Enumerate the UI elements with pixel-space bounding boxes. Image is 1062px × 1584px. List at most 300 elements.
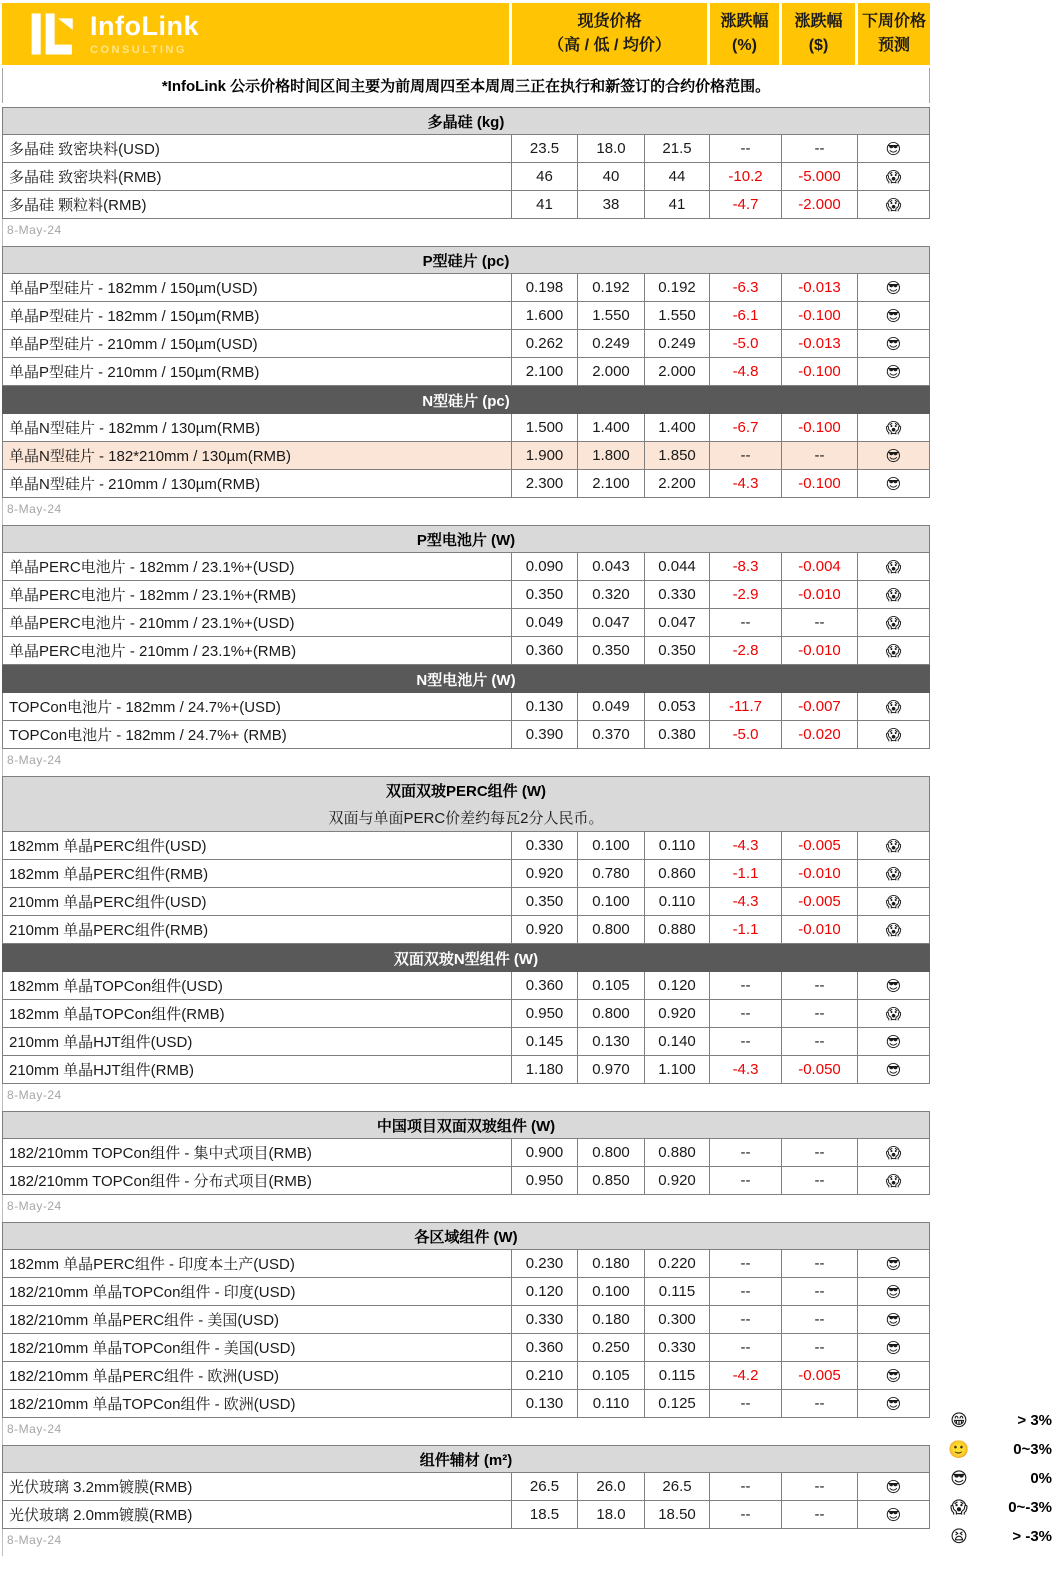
price-high: 0.145 xyxy=(512,1028,578,1055)
change-percent: -- xyxy=(710,1501,782,1528)
change-percent: -- xyxy=(710,1028,782,1055)
change-percent: -- xyxy=(710,1473,782,1500)
table-row xyxy=(2,1306,930,1334)
price-avg: 0.047 xyxy=(645,609,710,636)
price-avg: 1.550 xyxy=(645,302,710,329)
scream-emoji-icon: 😱 xyxy=(885,642,902,660)
section-title: 双面双玻N型组件 (W) xyxy=(393,950,539,968)
price-avg: 2.200 xyxy=(645,470,710,497)
price-high: 0.120 xyxy=(512,1278,578,1305)
spot-price-header-line1: 现货价格 xyxy=(577,13,642,30)
table-row xyxy=(2,609,930,637)
legend-label: > 3% xyxy=(1017,1412,1052,1429)
price-avg: 0.115 xyxy=(645,1362,710,1389)
product-name: 单晶P型硅片 - 210mm / 150µm(RMB) xyxy=(3,358,512,385)
scream-emoji-icon: 😱 xyxy=(885,893,902,911)
change-usd-header-line2: ($) xyxy=(808,37,829,54)
product-name: 多晶硅 致密块料(RMB) xyxy=(3,163,512,190)
section-date: 8-May-24 xyxy=(2,219,930,246)
product-name: 光伏玻璃 3.2mm镀膜(RMB) xyxy=(3,1473,512,1500)
price-low: 0.043 xyxy=(578,553,645,580)
product-name: 210mm 单晶HJT组件(RMB) xyxy=(3,1056,512,1083)
table-row xyxy=(2,135,930,163)
spot-price-header xyxy=(512,3,710,65)
cool-emoji-icon: 😎 xyxy=(885,307,902,325)
scream-emoji-icon: 😱 xyxy=(885,1144,902,1162)
price-high: 0.950 xyxy=(512,1167,578,1194)
product-name: 182/210mm 单晶PERC组件 - 欧洲(USD) xyxy=(3,1362,512,1389)
scream-emoji-icon: 😱 xyxy=(885,168,902,186)
price-sheet xyxy=(2,3,930,1556)
price-avg: 0.880 xyxy=(645,916,710,943)
change-usd: -0.013 xyxy=(782,330,858,357)
cool-emoji-icon: 😎 xyxy=(885,1339,902,1357)
price-low: 0.180 xyxy=(578,1250,645,1277)
table-row xyxy=(2,1167,930,1195)
scream-emoji-icon: 😱 xyxy=(885,558,902,576)
infolink-logo-icon xyxy=(30,11,76,57)
price-high: 0.130 xyxy=(512,693,578,720)
section-title: P型硅片 (pc) xyxy=(422,252,510,270)
price-high: 0.350 xyxy=(512,581,578,608)
product-name: 单晶P型硅片 - 182mm / 150µm(USD) xyxy=(3,274,512,301)
forecast-header-line2: 预测 xyxy=(877,37,910,54)
legend-label: > -3% xyxy=(1012,1528,1052,1545)
scream-emoji-icon: 😱 xyxy=(885,1172,902,1190)
price-high: 0.390 xyxy=(512,721,578,748)
cool-emoji-icon: 😎 xyxy=(885,1033,902,1051)
section-header xyxy=(2,525,930,553)
price-avg: 0.053 xyxy=(645,693,710,720)
change-usd: -0.005 xyxy=(782,832,858,859)
price-avg: 0.380 xyxy=(645,721,710,748)
price-avg: 0.125 xyxy=(645,1390,710,1417)
change-usd: -- xyxy=(782,1139,858,1166)
change-usd: -- xyxy=(782,1000,858,1027)
table-row xyxy=(2,358,930,386)
table-row xyxy=(2,1362,930,1390)
price-avg: 0.330 xyxy=(645,581,710,608)
price-avg: 18.50 xyxy=(645,1501,710,1528)
product-name: 单晶N型硅片 - 182*210mm / 130µm(RMB) xyxy=(3,442,512,469)
table-row xyxy=(2,916,930,944)
price-low: 0.800 xyxy=(578,1000,645,1027)
legend-item xyxy=(936,1522,1060,1551)
price-low: 0.049 xyxy=(578,693,645,720)
cool-emoji-icon: 😎 xyxy=(885,363,902,381)
product-name: 单晶N型硅片 - 182mm / 130µm(RMB) xyxy=(3,414,512,441)
weary-emoji-icon: 😫 xyxy=(950,1526,968,1546)
legend-item xyxy=(936,1493,1060,1522)
price-high: 2.300 xyxy=(512,470,578,497)
change-percent: -11.7 xyxy=(710,693,782,720)
price-low: 0.320 xyxy=(578,581,645,608)
grin-emoji-icon: 😁 xyxy=(950,1410,968,1430)
price-avg: 0.249 xyxy=(645,330,710,357)
price-high: 0.920 xyxy=(512,860,578,887)
change-percent: -- xyxy=(710,1250,782,1277)
product-name: 210mm 单晶HJT组件(USD) xyxy=(3,1028,512,1055)
table-row xyxy=(2,721,930,749)
product-name: 单晶PERC电池片 - 210mm / 23.1%+(RMB) xyxy=(3,637,512,664)
change-percent: -- xyxy=(710,1306,782,1333)
change-percent: -- xyxy=(710,972,782,999)
change-usd: -0.005 xyxy=(782,1362,858,1389)
price-avg: 0.860 xyxy=(645,860,710,887)
change-percent: -4.3 xyxy=(710,1056,782,1083)
price-high: 46 xyxy=(512,163,578,190)
table-row xyxy=(2,470,930,498)
price-avg: 0.044 xyxy=(645,553,710,580)
change-percent: -- xyxy=(710,135,782,162)
price-high: 1.600 xyxy=(512,302,578,329)
change-usd: -- xyxy=(782,609,858,636)
change-percent: -- xyxy=(710,1139,782,1166)
change-usd: -- xyxy=(782,442,858,469)
section-title: P型电池片 (W) xyxy=(416,531,516,549)
legend-item xyxy=(936,1464,1060,1493)
scream-emoji-icon: 😱 xyxy=(885,726,902,744)
price-high: 0.360 xyxy=(512,1334,578,1361)
change-usd: -2.000 xyxy=(782,191,858,218)
change-usd: -- xyxy=(782,1250,858,1277)
price-avg: 1.850 xyxy=(645,442,710,469)
change-usd: -- xyxy=(782,1278,858,1305)
price-high: 0.900 xyxy=(512,1139,578,1166)
table-row xyxy=(2,1139,930,1167)
cool-emoji-icon: 😎 xyxy=(885,1311,902,1329)
price-high: 0.210 xyxy=(512,1362,578,1389)
price-low: 2.100 xyxy=(578,470,645,497)
table-row xyxy=(2,1278,930,1306)
price-avg: 0.110 xyxy=(645,832,710,859)
change-percent: -- xyxy=(710,1334,782,1361)
change-percent: -4.3 xyxy=(710,470,782,497)
price-low: 18.0 xyxy=(578,135,645,162)
change-percent: -4.8 xyxy=(710,358,782,385)
price-low: 0.110 xyxy=(578,1390,645,1417)
table-row xyxy=(2,888,930,916)
table-row xyxy=(2,274,930,302)
price-low: 0.180 xyxy=(578,1306,645,1333)
scream-emoji-icon: 😱 xyxy=(885,865,902,883)
forecast-header-line1: 下周价格 xyxy=(861,13,926,30)
change-percent: -4.3 xyxy=(710,888,782,915)
table-row xyxy=(2,1473,930,1501)
price-low: 0.800 xyxy=(578,1139,645,1166)
section-header xyxy=(2,1222,930,1250)
change-usd: -0.005 xyxy=(782,888,858,915)
product-name: 182/210mm 单晶TOPCon组件 - 印度(USD) xyxy=(3,1278,512,1305)
product-name: 单晶P型硅片 - 182mm / 150µm(RMB) xyxy=(3,302,512,329)
product-name: 单晶P型硅片 - 210mm / 150µm(USD) xyxy=(3,330,512,357)
change-usd: -- xyxy=(782,1028,858,1055)
price-avg: 0.220 xyxy=(645,1250,710,1277)
price-low: 2.000 xyxy=(578,358,645,385)
price-avg: 1.100 xyxy=(645,1056,710,1083)
price-high: 0.330 xyxy=(512,1306,578,1333)
table-row xyxy=(2,637,930,665)
scream-emoji-icon: 😱 xyxy=(885,837,902,855)
change-usd: -0.010 xyxy=(782,916,858,943)
product-name: 单晶PERC电池片 - 182mm / 23.1%+(RMB) xyxy=(3,581,512,608)
change-percent: -10.2 xyxy=(710,163,782,190)
change-usd: -- xyxy=(782,1334,858,1361)
smile-emoji-icon: 🙂 xyxy=(948,1439,970,1459)
cool-emoji-icon: 😎 xyxy=(950,1468,968,1488)
product-name: 单晶PERC电池片 - 182mm / 23.1%+(USD) xyxy=(3,553,512,580)
brand-name: InfoLink xyxy=(90,11,199,42)
product-name: 182mm 单晶PERC组件(USD) xyxy=(3,832,512,859)
price-high: 0.130 xyxy=(512,1390,578,1417)
price-high: 0.262 xyxy=(512,330,578,357)
change-usd: -0.004 xyxy=(782,553,858,580)
table-row xyxy=(2,330,930,358)
price-low: 0.192 xyxy=(578,274,645,301)
cool-emoji-icon: 😎 xyxy=(885,977,902,995)
change-usd: -0.010 xyxy=(782,860,858,887)
change-percent: -- xyxy=(710,609,782,636)
sections-container xyxy=(2,107,930,1556)
cool-emoji-icon: 😎 xyxy=(885,140,902,158)
price-high: 18.5 xyxy=(512,1501,578,1528)
product-name: 182/210mm 单晶TOPCon组件 - 美国(USD) xyxy=(3,1334,512,1361)
forecast-legend xyxy=(936,1406,1060,1551)
change-percent: -2.8 xyxy=(710,637,782,664)
change-percent: -5.0 xyxy=(710,721,782,748)
cool-emoji-icon: 😎 xyxy=(885,1367,902,1385)
price-low: 38 xyxy=(578,191,645,218)
change-percent-header-line1: 涨跌幅 xyxy=(720,13,769,30)
change-usd: -0.100 xyxy=(782,358,858,385)
change-usd-header-line1: 涨跌幅 xyxy=(794,13,843,30)
change-usd: -- xyxy=(782,1306,858,1333)
price-low: 0.100 xyxy=(578,832,645,859)
table-row xyxy=(2,1390,930,1418)
table-row xyxy=(2,1000,930,1028)
table-row xyxy=(2,191,930,219)
change-percent: -- xyxy=(710,1000,782,1027)
price-avg: 0.115 xyxy=(645,1278,710,1305)
change-usd-header xyxy=(782,3,858,65)
cool-emoji-icon: 😎 xyxy=(885,1395,902,1413)
product-name: 182mm 单晶PERC组件(RMB) xyxy=(3,860,512,887)
cool-emoji-icon: 😎 xyxy=(885,1255,902,1273)
price-avg: 0.120 xyxy=(645,972,710,999)
price-high: 0.360 xyxy=(512,637,578,664)
price-low: 1.550 xyxy=(578,302,645,329)
scream-emoji-icon: 😱 xyxy=(885,698,902,716)
section-header xyxy=(2,944,930,972)
change-percent: -4.7 xyxy=(710,191,782,218)
price-avg: 2.000 xyxy=(645,358,710,385)
product-name: 210mm 单晶PERC组件(USD) xyxy=(3,888,512,915)
change-percent: -4.3 xyxy=(710,832,782,859)
price-low: 18.0 xyxy=(578,1501,645,1528)
table-row xyxy=(2,1501,930,1529)
legend-item xyxy=(936,1406,1060,1435)
change-percent: -6.1 xyxy=(710,302,782,329)
scream-emoji-icon: 😱 xyxy=(950,1497,968,1517)
table-row xyxy=(2,860,930,888)
section-title: N型电池片 (W) xyxy=(416,671,516,689)
section-title: 中国项目双面双玻组件 (W) xyxy=(376,1117,556,1135)
table-row xyxy=(2,972,930,1000)
price-avg: 0.330 xyxy=(645,1334,710,1361)
table-row xyxy=(2,442,930,470)
section-subtitle: 双面与单面PERC价差约每瓦2分人民币。 xyxy=(328,809,604,827)
price-high: 0.350 xyxy=(512,888,578,915)
legend-label: 0% xyxy=(1030,1470,1052,1487)
change-usd: -0.100 xyxy=(782,470,858,497)
price-low: 26.0 xyxy=(578,1473,645,1500)
price-avg: 44 xyxy=(645,163,710,190)
product-name: 182/210mm TOPCon组件 - 集中式项目(RMB) xyxy=(3,1139,512,1166)
price-high: 0.330 xyxy=(512,832,578,859)
product-name: 182/210mm 单晶TOPCon组件 - 欧洲(USD) xyxy=(3,1390,512,1417)
price-low: 0.370 xyxy=(578,721,645,748)
change-usd: -0.010 xyxy=(782,581,858,608)
change-usd: -- xyxy=(782,1501,858,1528)
cool-emoji-icon: 😎 xyxy=(885,1478,902,1496)
product-name: 多晶硅 致密块料(USD) xyxy=(3,135,512,162)
legend-item xyxy=(936,1435,1060,1464)
change-usd: -- xyxy=(782,135,858,162)
change-usd: -0.010 xyxy=(782,637,858,664)
price-high: 1.900 xyxy=(512,442,578,469)
section-date: 8-May-24 xyxy=(2,498,930,525)
price-high: 0.360 xyxy=(512,972,578,999)
product-name: 多晶硅 颗粒料(RMB) xyxy=(3,191,512,218)
product-name: TOPCon电池片 - 182mm / 24.7%+(USD) xyxy=(3,693,512,720)
product-name: 光伏玻璃 2.0mm镀膜(RMB) xyxy=(3,1501,512,1528)
change-percent: -2.9 xyxy=(710,581,782,608)
section-header xyxy=(2,386,930,414)
price-avg: 0.880 xyxy=(645,1139,710,1166)
product-name: 单晶N型硅片 - 210mm / 130µm(RMB) xyxy=(3,470,512,497)
price-high: 0.090 xyxy=(512,553,578,580)
change-percent: -6.7 xyxy=(710,414,782,441)
price-low: 0.130 xyxy=(578,1028,645,1055)
cool-emoji-icon: 😎 xyxy=(885,475,902,493)
change-usd: -- xyxy=(782,972,858,999)
cool-emoji-icon: 😎 xyxy=(885,1506,902,1524)
cool-emoji-icon: 😎 xyxy=(885,279,902,297)
price-high: 1.180 xyxy=(512,1056,578,1083)
price-avg: 26.5 xyxy=(645,1473,710,1500)
price-low: 1.800 xyxy=(578,442,645,469)
price-low: 0.350 xyxy=(578,637,645,664)
section-date: 8-May-24 xyxy=(2,1418,930,1445)
section-header xyxy=(2,1111,930,1139)
price-avg: 0.110 xyxy=(645,888,710,915)
price-low: 0.780 xyxy=(578,860,645,887)
table-row xyxy=(2,163,930,191)
scream-emoji-icon: 😱 xyxy=(885,1005,902,1023)
scream-emoji-icon: 😱 xyxy=(885,921,902,939)
scream-emoji-icon: 😱 xyxy=(885,614,902,632)
change-usd: -5.000 xyxy=(782,163,858,190)
cool-emoji-icon: 😎 xyxy=(885,1283,902,1301)
cool-emoji-icon: 😎 xyxy=(885,1061,902,1079)
price-high: 1.500 xyxy=(512,414,578,441)
change-percent-header-line2: (%) xyxy=(732,37,757,54)
table-row xyxy=(2,693,930,721)
spot-price-header-line2: （高 / 低 / 均价） xyxy=(548,37,671,54)
price-low: 0.850 xyxy=(578,1167,645,1194)
change-percent: -6.3 xyxy=(710,274,782,301)
section-header xyxy=(2,107,930,135)
section-date: 8-May-24 xyxy=(2,749,930,776)
product-name: 182mm 单晶PERC组件 - 印度本土产(USD) xyxy=(3,1250,512,1277)
price-high: 0.920 xyxy=(512,916,578,943)
price-avg: 0.140 xyxy=(645,1028,710,1055)
scream-emoji-icon: 😱 xyxy=(885,586,902,604)
change-percent: -4.2 xyxy=(710,1362,782,1389)
section-title: 组件辅材 (m²) xyxy=(419,1451,513,1469)
brand-subtitle: CONSULTING xyxy=(90,43,187,56)
price-low: 0.249 xyxy=(578,330,645,357)
table-row xyxy=(2,302,930,330)
section-header xyxy=(2,776,930,832)
price-avg: 0.192 xyxy=(645,274,710,301)
change-usd: -0.050 xyxy=(782,1056,858,1083)
price-low: 0.100 xyxy=(578,888,645,915)
price-low: 0.800 xyxy=(578,916,645,943)
price-avg: 21.5 xyxy=(645,135,710,162)
section-title: 双面双玻PERC组件 (W) xyxy=(386,782,546,800)
section-header xyxy=(2,246,930,274)
change-percent: -1.1 xyxy=(710,860,782,887)
price-avg: 0.920 xyxy=(645,1167,710,1194)
price-note: *InfoLink 公示价格时间区间主要为前周周四至本周周三正在执行和新签订的合约价格范围。 xyxy=(2,68,930,103)
price-high: 0.950 xyxy=(512,1000,578,1027)
change-usd: -- xyxy=(782,1167,858,1194)
change-usd: -0.100 xyxy=(782,302,858,329)
change-usd: -0.013 xyxy=(782,274,858,301)
change-percent-header xyxy=(710,3,782,65)
section-header xyxy=(2,1445,930,1473)
price-high: 41 xyxy=(512,191,578,218)
section-title: 各区域组件 (W) xyxy=(414,1228,518,1246)
legend-label: 0~-3% xyxy=(1008,1499,1052,1516)
section-date: 8-May-24 xyxy=(2,1529,930,1556)
price-low: 0.105 xyxy=(578,1362,645,1389)
section-title: 多晶硅 (kg) xyxy=(427,113,505,131)
change-usd: -- xyxy=(782,1390,858,1417)
product-name: 210mm 单晶PERC组件(RMB) xyxy=(3,916,512,943)
legend-label: 0~3% xyxy=(1013,1441,1052,1458)
change-percent: -8.3 xyxy=(710,553,782,580)
table-row xyxy=(2,581,930,609)
section-header xyxy=(2,665,930,693)
table-header xyxy=(2,3,930,65)
section-date: 8-May-24 xyxy=(2,1195,930,1222)
table-row xyxy=(2,832,930,860)
price-low: 0.105 xyxy=(578,972,645,999)
cool-emoji-icon: 😎 xyxy=(885,447,902,465)
product-name: 182/210mm 单晶PERC组件 - 美国(USD) xyxy=(3,1306,512,1333)
section-title: N型硅片 (pc) xyxy=(422,392,510,410)
change-percent: -5.0 xyxy=(710,330,782,357)
price-high: 0.230 xyxy=(512,1250,578,1277)
table-row xyxy=(2,414,930,442)
price-high: 23.5 xyxy=(512,135,578,162)
price-avg: 0.350 xyxy=(645,637,710,664)
scream-emoji-icon: 😱 xyxy=(885,419,902,437)
table-row xyxy=(2,1334,930,1362)
price-avg: 0.920 xyxy=(645,1000,710,1027)
